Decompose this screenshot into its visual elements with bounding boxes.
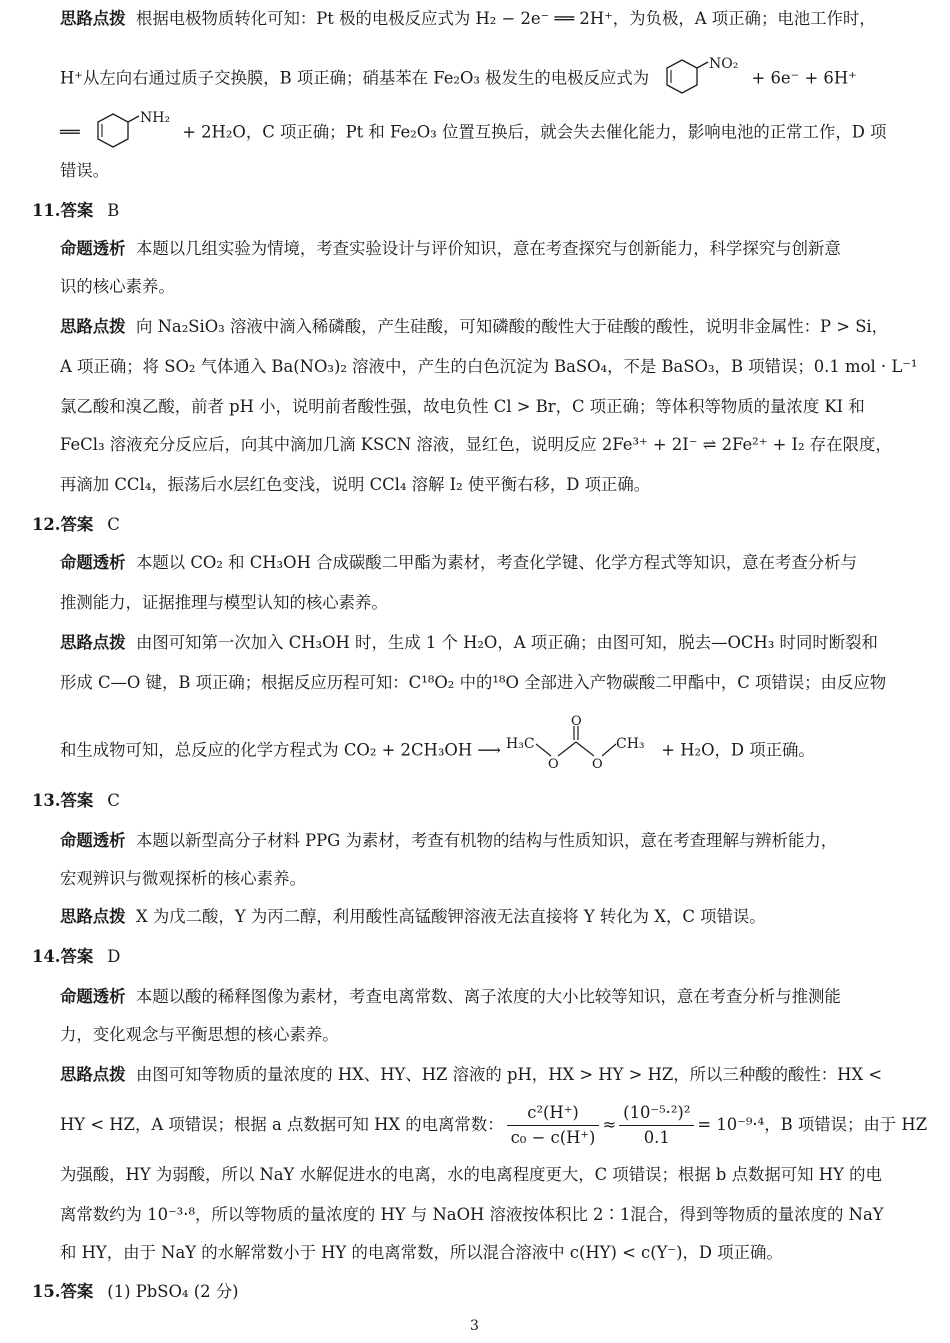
q11-answer: 11.答案 B (32, 201, 120, 220)
methyl-right: CH₃ (616, 736, 645, 752)
q12-hint-line-2: 形成 C—O 键，B 项正确；根据反应历程可知：C¹⁸O₂ 中的¹⁸O 全部进入产物碳酸二甲酯中，C 项错误；由反应物 (60, 673, 887, 692)
aniline-structure (85, 110, 177, 156)
label-hint: 思路点拨 (60, 317, 126, 336)
q15-answer: 15.答案 (1) PbSO₄ (2 分) (32, 1282, 239, 1301)
amine-group-label: NH₂ (139, 110, 171, 126)
label-hint: 思路点拨 (60, 633, 126, 652)
carbonyl-oxygen: O (571, 714, 582, 729)
label-intent: 命题透析 (60, 553, 126, 572)
q12-answer: 12.答案 C (32, 515, 120, 534)
q14-answer: 14.答案 D (32, 947, 121, 966)
q11-hint-line-5: 再滴加 CCl₄，振荡后水层红色变浅，说明 CCl₄ 溶解 I₂ 使平衡右移，D 项正确。 (60, 475, 651, 494)
q13-intent-line-1: 命题透析 本题以新型高分子材料 PPG 为素材，考查有机物的结构与性质知识，意在考查理解与辨析能力， (60, 831, 838, 850)
methyl-left: H₃C (506, 736, 535, 752)
q10-hint-line-2: H⁺从左向右通过质子交换膜，B 项正确；硝基苯在 Fe₂O₃ 极发生的电极反应式为 NO₂ + 6e⁻ + 6H⁺ (60, 56, 857, 102)
q13-intent-line-2: 宏观辨识与微观探析的核心素养。 (60, 869, 306, 888)
q10-hint-line-4: 错误。 (60, 161, 110, 180)
q14-hint-line-4: 离常数约为 10⁻³·⁸，所以等物质的量浓度的 HY 与 NaOH 溶液按体积比 2∶1混合，得到等物质的量浓度的 NaY (60, 1205, 884, 1224)
q14-intent-line-2: 力，变化观念与平衡思想的核心素养。 (60, 1025, 339, 1044)
dimethyl-carbonate-structure (506, 714, 656, 788)
q12-intent-line-1: 命题透析 本题以 CO₂ 和 CH₃OH 合成碳酸二甲酯为素材，考查化学键、化学方程式等知识，意在考查分析与 (60, 553, 857, 572)
q10-hint-line-3: ══ NH₂ + 2H₂O，C 项正确；Pt 和 Fe₂O₃ 位置互换后，就会失去催化能力，影响电池的正常工作，D 项 (60, 110, 886, 156)
q14-hint-line-3: 为强酸，HY 为弱酸，所以 NaY 水解促进水的电离，水的电离程度更大，C 项错误；根据 b 点数据可知 HY 的电 (60, 1165, 882, 1184)
q11-hint-line-2: A 项正确；将 SO₂ 气体通入 Ba(NO₃)₂ 溶液中，产生的白色沉淀为 BaSO₄，不是 BaSO₃，B 项错误；0.1 mol · L⁻¹ (60, 357, 918, 376)
q13-hint-line-1: 思路点拨 X 为戊二酸，Y 为丙二醇，利用酸性高锰酸钾溶液无法直接将 Y 转化为 X，C 项错误。 (60, 907, 766, 926)
q11-hint-line-3: 氯乙酸和溴乙酸，前者 pH 小，说明前者酸性强，故电负性 Cl > Br，C 项正确；等体积等物质的量浓度 KI 和 (60, 397, 865, 416)
nitro-group-label: NO₂ (709, 56, 739, 72)
q14-intent-line-1: 命题透析 本题以酸的稀释图像为素材，考查电离常数、离子浓度的大小比较等知识，意在考查分析与推测能 (60, 987, 841, 1006)
q11-hint-line-1: 思路点拨 向 Na₂SiO₃ 溶液中滴入稀磷酸，产生硅酸，可知磷酸的酸性大于硅酸的酸性，说明非金属性：P > Si， (60, 317, 889, 336)
q10-hint-line-1: 思路点拨 根据电极物质转化可知：Pt 极的电极反应式为 H₂ − 2e⁻ ══ 2H⁺，为负极，A 项正确；电池工作时， (60, 9, 876, 28)
q12-hint-line-1: 思路点拨 由图可知第一次加入 CH₃OH 时，生成 1 个 H₂O，A 项正确；由图可知，脱去—OCH₃ 时同时断裂和 (60, 633, 878, 652)
ester-oxygen-a: O (548, 757, 559, 768)
q12-hint-line-3: 和生成物可知，总反应的化学方程式为 CO₂ + 2CH₃OH ⟶ H₃C O O O CH₃ + H₂O，D 项正确。 (60, 714, 815, 788)
ionization-constant-fraction: $\frac{\text{c²(H⁺)}}{\text{c₀ − c(H⁺)}}$ (507, 1101, 600, 1150)
label-intent: 命题透析 (60, 831, 126, 850)
q14-hint-line-1: 思路点拨 由图可知等物质的量浓度的 HX、HY、HZ 溶液的 pH，HX > HY > HZ，所以三种酸的酸性：HX < (60, 1065, 883, 1084)
q12-intent-line-2: 推测能力，证据推理与模型认知的核心素养。 (60, 593, 388, 612)
page-number: 3 (470, 1318, 479, 1334)
q14-hint-line-5: 和 HY，由于 NaY 的水解常数小于 HY 的电离常数，所以混合溶液中 c(HY) < c(Y⁻)，D 项正确。 (60, 1243, 783, 1262)
label-hint: 思路点拨 (60, 1065, 126, 1084)
ester-oxygen-b: O (592, 757, 603, 768)
q11-hint-line-4: FeCl₃ 溶液充分反应后，向其中滴加几滴 KSCN 溶液，显红色，说明反应 2Fe³⁺ + 2I⁻ ⇌ 2Fe²⁺ + I₂ 存在限度， (60, 435, 892, 454)
numeric-fraction: $\frac{\text{(10⁻⁵·²)²}}{0.1}$ (619, 1101, 694, 1150)
label-hint: 思路点拨 (60, 907, 126, 926)
label-intent: 命题透析 (60, 239, 126, 258)
q11-intent-line-2: 识的核心素养。 (60, 277, 175, 296)
label-hint: 思路点拨 (60, 9, 126, 28)
q13-answer: 13.答案 C (32, 791, 120, 810)
label-intent: 命题透析 (60, 987, 126, 1006)
q11-intent-line-1: 命题透析 本题以几组实验为情境，考查实验设计与评价知识，意在考查探究与创新能力，科学探究与创新意 (60, 239, 841, 258)
q14-hint-line-2: HY < HZ，A 项错误；根据 a 点数据可知 HX 的电离常数： $\frac{\text{c²(H⁺)}}{\text{c₀ − c(H⁺)}}$ ≈ $\frac{\text{(10⁻⁵·²)²}}{0.1}$ = 10⁻⁹·⁴，B 项错误；由于 HZ (60, 1100, 927, 1150)
nitrobenzene-structure (654, 56, 746, 102)
